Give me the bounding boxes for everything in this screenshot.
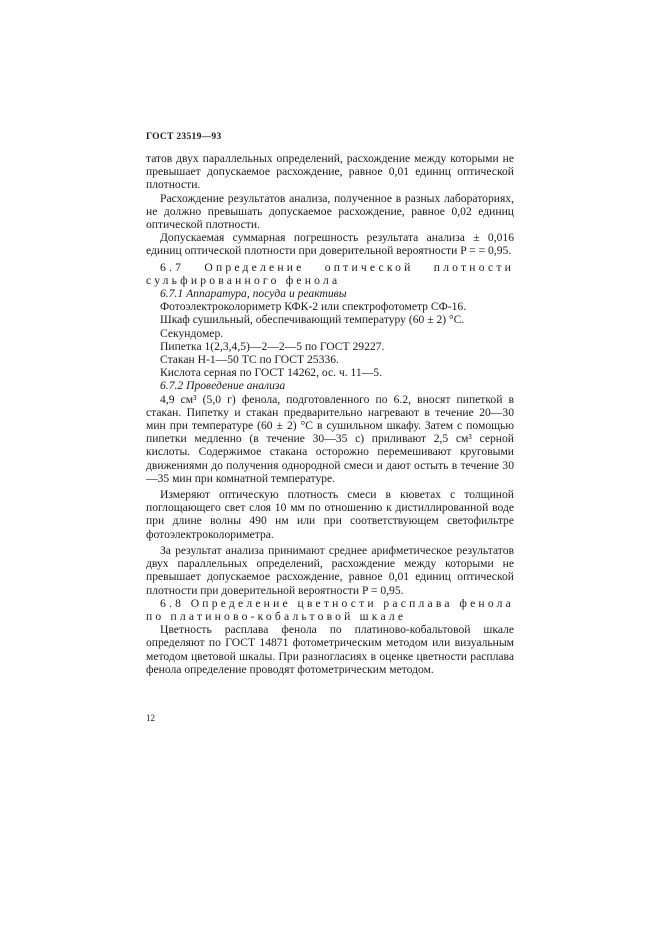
list-item: Стакан Н-1—50 ТС по ГОСТ 25336. (160, 353, 339, 367)
paragraph: Расхождение результатов анализа, полученное в разных лабораториях, не должно превышать допускаемое расхождение, равное 0,02 единиц оптической плотности. (146, 191, 514, 232)
subsection-heading: 6.7.1 Аппаратура, посуда и реактивы (160, 287, 347, 301)
paragraph: Измеряют оптическую плотность смеси в кюветах с толщиной поглощающего свет слоя 10 мм по отношению к дистиллированной воде при длине волны 490 нм или при соответствующем светофильтре фотоэлектроколориметра. (146, 488, 514, 541)
section-heading: 6.8 Определение цветности расплава фенола по платиново-кобальтовой шкале (146, 596, 514, 623)
paragraph: Допускаемая суммарная погрешность результата анализа ± 0,016 единиц оптической плотности при доверительной вероятности P = = 0,95. (146, 231, 514, 258)
body-text (146, 152, 514, 676)
list-item: Секундомер. (160, 326, 224, 340)
list-item: Шкаф сушильный, обеспечивающий температуру (60 ± 2) °С. (160, 313, 465, 327)
paragraph: За результат анализа принимают среднее арифметическое результатов двух параллельных определений, расхождение между которыми не превышает допускаемое расхождение, равное 0,01 единиц оптической плотности при доверительной вероятности P = 0,95. (146, 543, 514, 597)
list-item: Пипетка 1(2,3,4,5)—2—2—5 по ГОСТ 29227. (160, 339, 385, 353)
page-number: 12 (146, 713, 155, 723)
document-code: ГОСТ 23519—93 (146, 132, 222, 142)
paragraph: Цветность расплава фенола по платиново-кобальтовой шкале определяют по ГОСТ 14871 фотометрическим методом или визуальным методом цветовой шкалы. При разногласиях в оценке цветности расплава фенола определение проводят фотометрическим методом. (146, 623, 514, 676)
list-item: Фотоэлектроколориметр КФК-2 или спектрофотометр СФ-16. (160, 300, 467, 314)
paragraph: 4,9 см³ (5,0 г) фенола, подготовленного по 6.2, вносят пипеткой в стакан. Пипетку и стакан предварительно нагревают в течение 20—30 мин при температуре (60 ± 2) °С в сушильном шкафу. Затем с помощью пипетки медленно (в течение 30—35 с) приливают 2,5 см³ серной кислоты. Содержимое стакана осторожно перемешивают круговыми движениями до получения однородной смеси и дают остыть в течение 30—35 мин при комнатной температуре. (146, 392, 514, 485)
section-heading: 6.7 Определение оптической плотности сульфированного фенола (146, 260, 514, 287)
list-item: Кислота серная по ГОСТ 14262, ос. ч. 11—5. (160, 366, 383, 380)
subsection-heading: 6.7.2 Проведение анализа (160, 379, 286, 393)
paragraph: татов двух параллельных определений, расхождение между которыми не превышает допускаемое расхождение, равное 0,01 единиц оптической плотности. (146, 152, 514, 192)
